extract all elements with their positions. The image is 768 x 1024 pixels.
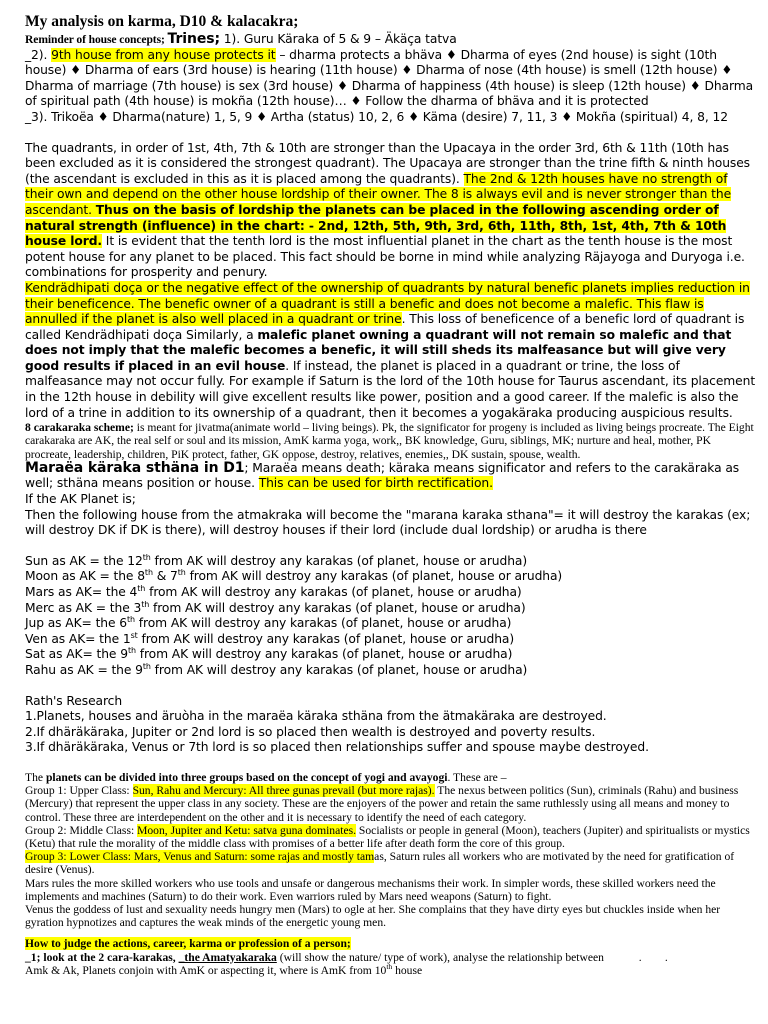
spacer — [25, 929, 757, 937]
judge-line-2 — [25, 961, 757, 977]
ak-rule-text: Sun as AK = the 12 — [25, 553, 143, 568]
carakaraka-heading: 8 carakaraka scheme; — [25, 421, 134, 435]
ak-rule-item — [25, 663, 757, 679]
judge-line-2-text: Amk & Ak, Planets conjoin with AmK or aspecting it, where is AmK from 10 — [25, 963, 387, 977]
group-2 — [25, 824, 757, 850]
judge-line-1-text: (will show the nature/ type of work), analyse the relationship between — [276, 950, 604, 964]
group-2-text: Socialists or people in general (Moon), teachers (Jupiter) and spiritualists or mystics (Ketu) that rule the morality of the middle class with promises of a better life after death form the core of this group. — [25, 823, 750, 850]
rath-item: 3.If dhäräkäraka, Venus or 7th lord is so placed then relationships suffer and spouse maybe destroyed. — [25, 740, 649, 755]
ordinal-suffix: th — [137, 583, 146, 593]
highlight-2nd-12th: The 2nd & 12th houses have no strength of their own and depend on the other house lordship of their owner. — [25, 171, 728, 202]
marana-line-1: If the AK Planet is; — [25, 492, 136, 507]
ak-rule-text: from AK will destroy any karakas (of planet, house or arudha) — [137, 631, 515, 646]
groups-intro — [25, 771, 757, 784]
group-1 — [25, 784, 757, 824]
marana-line-2: Then the following house from the atmakraka will become the "marana karaka sthana"= it will destroy the karakas (ex; will destroy DK if DK is there), will destroy houses if their lord (include dual lordship) or arudha is there — [25, 507, 751, 538]
trines-heading: Trines; — [167, 31, 220, 47]
group-3-text: as, Saturn rules all workers who are motivated by the need for gratification of desire (Venus). — [25, 850, 735, 877]
ordinal-suffix: th — [142, 661, 151, 671]
group-1-text: The nexus between politics (Sun), criminals (Rahu) and business (Mercury) that represent the upper class in any society. These are the enjoyers of the power and retain the same ruthlessly using all means and money to control. These three are interdependent on the other and it is necessary to identify the need of each category. — [25, 784, 739, 824]
highlight-judge-heading: How to judge the actions, career, karma or profession of a person; — [25, 937, 351, 951]
ordinal-suffix: th — [141, 599, 150, 609]
ak-rule-text: & 7 — [152, 569, 178, 584]
reminder-point-1: 1). Guru Käraka of 5 & 9 – Äkäça tatva — [219, 32, 457, 46]
highlight-birth-rectification: This can be used for birth rectification. — [258, 476, 493, 491]
ordinal-suffix: th — [144, 568, 153, 578]
ak-rule-item — [25, 569, 757, 585]
ak-rule-text: from AK will destroy any karakas (of planet, house or arudha) — [135, 647, 513, 662]
kendra-paragraph — [25, 281, 757, 421]
rath-item: 1.Planets, houses and äruòha in the maraëa käraka sthäna from the ätmakäraka are destroyed. — [25, 709, 607, 724]
ak-rule-text: Moon as AK = the 8 — [25, 569, 145, 584]
ak-rule-text: from AK will destroy any karakas (of planet, house or arudha) — [145, 585, 522, 600]
ak-rule-text: from AK will destroy any karakas (of planet, house or arudha) — [149, 600, 526, 615]
ordinal-suffix: st — [130, 630, 138, 640]
ordinal-suffix: th — [127, 646, 136, 656]
ak-rule-item — [25, 632, 757, 648]
judge-heading — [25, 937, 757, 950]
ak-rule-text: Mars as AK= the 4 — [25, 585, 138, 600]
ak-rule-item — [25, 585, 757, 601]
highlight-group-2: Moon, Jupiter and Ketu: satva guna dominates. — [137, 823, 357, 837]
judge-amatyakaraka: _the Amatyakaraka — [178, 950, 277, 964]
reminder-point-2-text: – dharma protects a bhäva ♦ Dharma of eyes (2nd house) is sight (10th house) ♦ Dharma of ears (3rd house) is hearing (11th house) ♦ Dharma of nose (4th house) is smell (12th house) ♦ Dharma of marriage (7th house) is sex (3rd house) ♦ Dharma of happiness (4th house) is sleep (12th house) ♦ Dharma of spiritual path (4th house) is mokña (12th house)… ♦ Follow the dharma of bhäva and it is protected — [25, 47, 754, 109]
kendra-text: . This loss of beneficence of a benefic lord of quadrant is called Kendrädhipati doça Similarly, a — [25, 312, 745, 342]
marana-heading: Maraëa käraka sthäna in D1 — [25, 459, 245, 476]
groups-intro-lead: The — [25, 770, 46, 784]
ordinal-suffix: th — [142, 552, 151, 562]
venus-paragraph: Venus the goddess of lust and sexuality needs hungry men (Mars) to ogle at her. She complains that they have dirty eyes but chuckles inside when her gyration hypnotizes and captures the weak minds of the energetic young men. — [25, 902, 721, 930]
quadrants-text: The quadrants, in order of 1st, 4th, 7th & 10th are stronger than the Upacaya in the order 3rd, 6th & 11th (10th has been excluded as it is considered the strongest quadrant). The Upacaya are stronger than the trine fifth & ninth houses (the ascendant is excluded in this as it is placed among the quadrants). — [25, 140, 750, 186]
ak-rule-text: from AK will destroy any karakas (of planet, house or arudha) — [150, 662, 528, 677]
highlight-strength-order: Thus on the basis of lordship the planets can be placed in the following ascending order of natural strength (influence) in the chart: - 2nd, 12th, 5th, 9th, 3rd, 6th, 11th, 8th, 1st, 4th, 7th & 10th house lord. — [25, 202, 727, 249]
ordinal-suffix: th — [127, 615, 135, 625]
ak-rule-text: Jup as AK= the 6 — [25, 616, 127, 631]
judge-line-2-tail: house — [392, 963, 423, 977]
highlight-ninth-house: 9th house from any house protects it — [51, 47, 276, 62]
reminder-point-2 — [25, 48, 757, 110]
group-1-label: Group 1: Upper Class: — [25, 784, 133, 798]
carakaraka-paragraph — [25, 421, 757, 461]
ordinal-suffix: th — [177, 568, 186, 578]
quadrants-paragraph — [25, 141, 757, 281]
document — [25, 12, 757, 977]
ak-list — [25, 554, 757, 679]
ak-rule-text: from AK will destroy any karakas (of planet, house or arudha) — [135, 616, 512, 631]
page-title: My analysis on karma, D10 & kalacakra; — [25, 13, 299, 30]
group-2-label: Group 2: Middle Class: — [25, 823, 138, 837]
ak-rule-text: Sat as AK= the 9 — [25, 647, 128, 662]
spacer — [25, 679, 757, 694]
spacer — [25, 539, 757, 554]
highlight-kendradhipati: Kendrädhipati doça or the negative effect of the ownership of quadrants by natural benefic planets implies reduction in their beneficence. The benefic owner of a quadrant is still a benefic and does not become a malefic. This flaw is annulled if the planet is also well placed in a quadrant or trine — [25, 280, 750, 327]
marana-text: ; Maraëa means death; käraka means significator and refers to the carakäraka as well; sthäna means position or house. — [25, 460, 740, 491]
groups-intro-tail: . These are – — [447, 770, 507, 784]
ak-rule-text: from AK will destroy any karakas (of planet, house or arudha) — [150, 553, 528, 568]
judge-step-1: _1; look at the 2 cara-karakas, — [25, 950, 179, 964]
highlight-8th-house: The 8 is always evil and is never stronger than the ascendant. — [25, 187, 732, 217]
judge-line-1-dots: . . — [603, 950, 668, 964]
ak-rule-item — [25, 616, 757, 632]
reminder-line — [25, 32, 757, 48]
reminder-lead: Reminder of house concepts; — [25, 33, 168, 46]
ak-rule-text: from AK will destroy any karakas (of planet, house or arudha) — [185, 569, 563, 584]
judge-line-2-sup: th — [386, 961, 393, 971]
highlight-group-1: Sun, Rahu and Mercury: All three gunas prevail (but more rajas). — [132, 784, 435, 798]
kendra-bold-malefic: malefic planet owning a quadrant will not remain so malefic and that does not imply that the malefic becomes a benefic, it will still sheds its malfeasance but will give very good results if placed in an evil house — [25, 327, 732, 373]
reminder-point-2-prefix: _2). — [25, 47, 52, 62]
mars-paragraph: Mars rules the more skilled workers who use tools and unsafe or dangerous mechanisms their work. In simpler words, these skilled workers need the implements and machines (Saturn) to do their work. Even warriors ruled by Mars need weapons (Saturn) to fight. — [25, 876, 716, 903]
rath-item: 2.If dhäräkäraka, Jupiter or 2nd lord is so placed then wealth is destroyed and poverty results. — [25, 724, 596, 739]
ak-rule-text: Ven as AK= the 1 — [25, 631, 131, 646]
carakaraka-text: is meant for jivatma(animate world – living beings). Pk, the significator for progeny is included as living beings procreate. The Eight carakaraka are AK, the real self or soul and its mission, AmK karma yoga, work,, BK knowledge, Guru, siblings, MK; nurture and heal, mother, PK procreate, leadership, children, PiK protect, father, GK oppose, destroy, relatives, enemies,, DK sustain, spouse, wealth. — [25, 421, 754, 461]
ak-rule-item — [25, 601, 757, 617]
ak-rule-item — [25, 647, 757, 663]
ak-rule-text: Rahu as AK = the 9 — [25, 662, 143, 677]
highlight-group-3: Group 3: Lower Class: Mars, Venus and Saturn: some rajas and mostly tam — [25, 850, 375, 864]
reminder-point-3: _3). Trikoëa ♦ Dharma(nature) 1, 5, 9 ♦ Artha (status) 10, 2, 6 ♦ Käma (desire) 7, 11, 3 ♦ Mokña (spiritual) 4, 8, 12 — [25, 109, 728, 124]
quadrants-conclusion: It is evident that the tenth lord is the most influential planet in the chart as the tenth house is the most potent house for any planet to be placed. This fact should be borne in mind while analyzing Räjayoga and Duryoga i.e. combinations for prosperity and penury. — [25, 234, 745, 280]
kendra-conclusion: . If instead, the planet is placed in a quadrant or trine, the loss of malfeasance may not occur fully. For example if Saturn is the lord of the 10th house for Taurus ascendant, its placement in the 12th house in debility will give excellent results like power, position and a good career. If the malefic is also the lord of a trine in addition to its ownership of a quadrant, then it becomes a yogakäraka producing auspicious results. — [25, 358, 756, 420]
groups-intro-bold: planets can be divided into three groups based on the concept of yogi and avayogi — [45, 770, 448, 784]
spacer — [25, 126, 757, 141]
group-3 — [25, 850, 757, 876]
rath-list — [25, 709, 757, 756]
marana-paragraph — [25, 461, 757, 492]
rath-heading: Rath's Research — [25, 693, 123, 708]
ak-rule-item — [25, 554, 757, 570]
ak-rule-text: Merc as AK = the 3 — [25, 600, 142, 615]
spacer — [25, 756, 757, 771]
